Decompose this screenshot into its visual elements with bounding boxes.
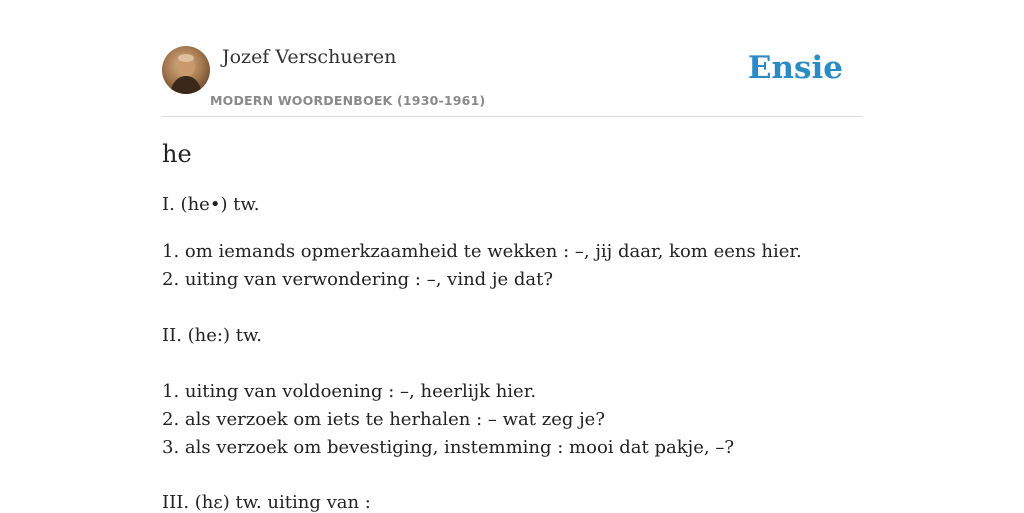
- work-title[interactable]: MODERN WOORDENBOEK (1930-1961): [210, 93, 486, 108]
- definition-line: 1. uiting van voldoening : –, heerlijk hier.: [162, 381, 537, 402]
- definition-line: 1. om iemands opmerkzaamheid te wekken : –, jij daar, kom eens hier.: [162, 241, 802, 262]
- page-header: [162, 46, 862, 117]
- definition-line: 2. als verzoek om iets te herhalen : – wat zeg je?: [162, 409, 605, 430]
- sense-heading-1: I. (he•) tw.: [162, 194, 260, 215]
- headword: he: [162, 140, 192, 168]
- brand-logo[interactable]: Ensie: [747, 50, 843, 86]
- portrait-icon: [162, 46, 210, 94]
- definition-line: 3. als verzoek om bevestiging, instemming : mooi dat pakje, –?: [162, 437, 734, 458]
- definition-line: 2. uiting van verwondering : –, vind je dat?: [162, 269, 554, 290]
- sense-heading-2: II. (he:) tw.: [162, 325, 262, 346]
- sense-heading-3: III. (hɛ) tw. uiting van :: [162, 492, 371, 513]
- author-name[interactable]: Jozef Verschueren: [222, 46, 397, 68]
- author-avatar[interactable]: [162, 46, 210, 94]
